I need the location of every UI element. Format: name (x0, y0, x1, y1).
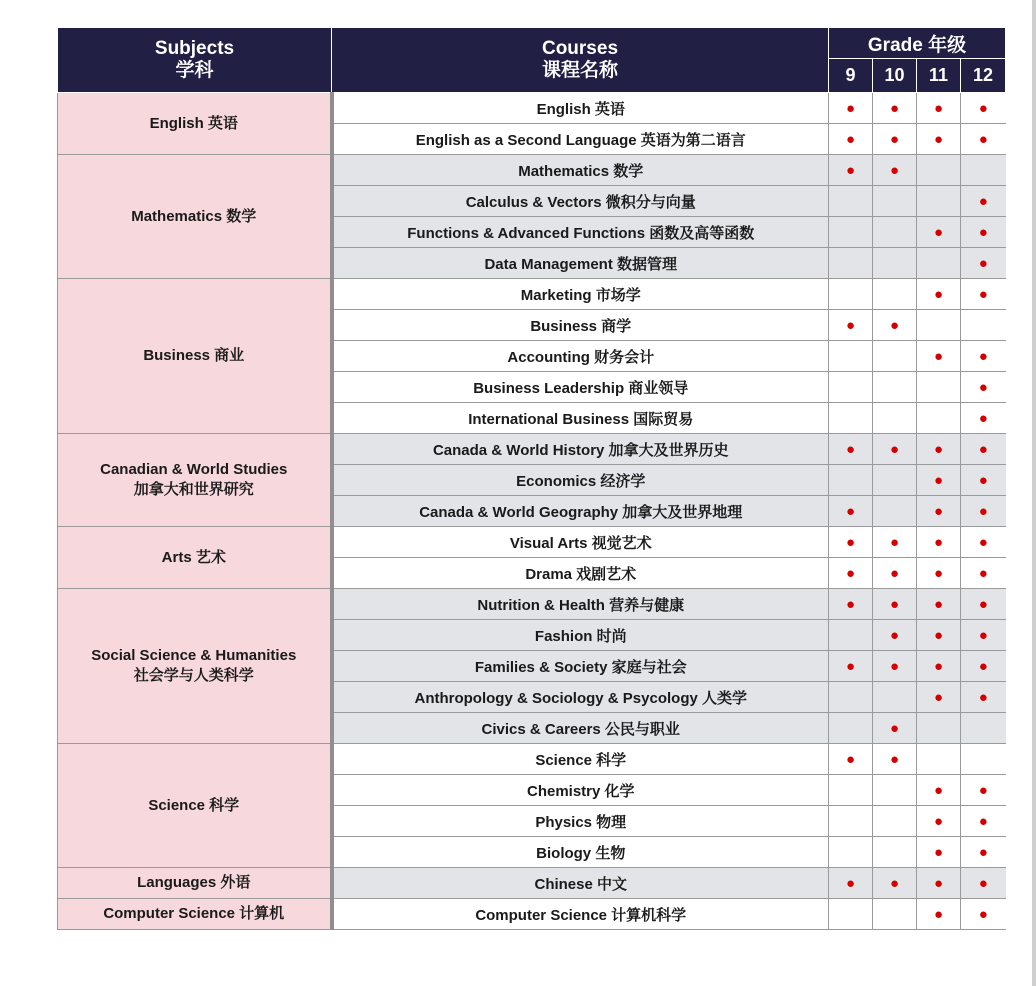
course-cell: Nutrition & Health 营养与健康 (332, 589, 829, 620)
course-table (57, 27, 1006, 930)
grade-9-cell (829, 682, 873, 713)
grade-9-cell (829, 775, 873, 806)
grade-11-cell (917, 155, 961, 186)
offered-dot-icon: ● (933, 781, 944, 799)
offered-dot-icon: ● (933, 688, 944, 706)
course-cell: Visual Arts 视觉艺术 (332, 527, 829, 558)
grade-12-cell (961, 775, 1006, 806)
offered-dot-icon: ● (978, 657, 988, 675)
grade-11-cell (917, 527, 961, 558)
offered-dot-icon: ● (978, 874, 988, 892)
course-cell: Fashion 时尚 (332, 620, 829, 651)
offered-dot-icon: ● (933, 471, 944, 489)
course-cell: Chemistry 化学 (332, 775, 829, 806)
grade-9-cell (829, 868, 873, 899)
table-row (58, 744, 1006, 775)
grade-10-cell (873, 682, 917, 713)
grade-12-cell (961, 93, 1006, 124)
grade-12-cell (961, 465, 1006, 496)
grade-10-cell (873, 279, 917, 310)
subject-cell: Languages 外语 (58, 868, 332, 899)
grade-12-cell (961, 682, 1006, 713)
grade-11-cell (917, 279, 961, 310)
offered-dot-icon: ● (933, 130, 944, 148)
grade-9-cell (829, 713, 873, 744)
course-cell: Canada & World Geography 加拿大及世界地理 (332, 496, 829, 527)
grade-10-cell (873, 434, 917, 465)
course-cell: Business 商学 (332, 310, 829, 341)
grade-10-cell (873, 403, 917, 434)
course-cell: English as a Second Language 英语为第二语言 (332, 124, 829, 155)
grade-10-cell (873, 248, 917, 279)
grade-10-cell (873, 310, 917, 341)
offered-dot-icon: ● (889, 316, 900, 334)
offered-dot-icon: ● (933, 657, 944, 675)
grade-10-cell (873, 372, 917, 403)
grade-9-cell (829, 279, 873, 310)
grade-10-cell (873, 186, 917, 217)
table-row (58, 899, 1006, 930)
offered-dot-icon: ● (978, 471, 988, 489)
grade-11-cell (917, 620, 961, 651)
subjects-header (58, 28, 332, 93)
offered-dot-icon: ● (933, 905, 944, 923)
grade-9-cell (829, 589, 873, 620)
subject-cell: Mathematics 数学 (58, 155, 332, 279)
grade-10-cell (873, 744, 917, 775)
grade-12-cell (961, 744, 1006, 775)
grade-11-cell (917, 341, 961, 372)
grade-12-cell (961, 310, 1006, 341)
course-cell: Business Leadership 商业领导 (332, 372, 829, 403)
course-cell: Canada & World History 加拿大及世界历史 (332, 434, 829, 465)
offered-dot-icon: ● (889, 440, 900, 458)
offered-dot-icon: ● (978, 285, 988, 303)
grade-10-cell (873, 713, 917, 744)
grade-11-cell (917, 186, 961, 217)
offered-dot-icon: ● (978, 688, 988, 706)
course-cell: Calculus & Vectors 微积分与向量 (332, 186, 829, 217)
offered-dot-icon: ● (978, 533, 988, 551)
offered-dot-icon: ● (978, 812, 988, 830)
table-row (58, 868, 1006, 899)
grade-12-cell (961, 341, 1006, 372)
grade-9-cell (829, 806, 873, 837)
grade-12-cell (961, 217, 1006, 248)
offered-dot-icon: ● (933, 502, 944, 520)
grade-9-cell (829, 465, 873, 496)
course-cell: Data Management 数据管理 (332, 248, 829, 279)
grade-12-cell (961, 372, 1006, 403)
grade-12-cell (961, 620, 1006, 651)
grade-10-cell (873, 341, 917, 372)
subject-cell: Business 商业 (58, 279, 332, 434)
grade-12-cell (961, 651, 1006, 682)
course-cell: International Business 国际贸易 (332, 403, 829, 434)
subjects-header-zh: 学科 (175, 60, 214, 81)
grade-11-cell (917, 744, 961, 775)
grade-12-cell (961, 589, 1006, 620)
offered-dot-icon: ● (933, 874, 944, 892)
grade-9-cell (829, 837, 873, 868)
offered-dot-icon: ● (933, 99, 944, 117)
course-cell: Mathematics 数学 (332, 155, 829, 186)
subject-cell: Social Science & Humanities 社会学与人类科学 (58, 589, 332, 744)
course-cell: Functions & Advanced Functions 函数及高等函数 (332, 217, 829, 248)
grade-12-cell (961, 155, 1006, 186)
table-row (58, 589, 1006, 620)
offered-dot-icon: ● (978, 99, 988, 117)
grade-10-cell (873, 496, 917, 527)
grade-9-cell (829, 341, 873, 372)
offered-dot-icon: ● (845, 533, 856, 551)
offered-dot-icon: ● (933, 626, 944, 644)
grade-12-cell (961, 279, 1006, 310)
subject-cell: English 英语 (58, 93, 332, 155)
offered-dot-icon: ● (889, 161, 900, 179)
grade-12-cell (961, 496, 1006, 527)
grade-9-cell (829, 899, 873, 930)
table-row (58, 155, 1006, 186)
subject-cell: Arts 艺术 (58, 527, 332, 589)
grade-11-cell (917, 496, 961, 527)
grade-9-cell (829, 248, 873, 279)
offered-dot-icon: ● (978, 781, 988, 799)
course-cell: Families & Society 家庭与社会 (332, 651, 829, 682)
grade-header: Grade 年级 (829, 28, 1006, 59)
course-cell: English 英语 (332, 93, 829, 124)
courses-header-zh: 课程名称 (541, 60, 618, 81)
subject-cell: Canadian & World Studies 加拿大和世界研究 (58, 434, 332, 527)
offered-dot-icon: ● (978, 347, 988, 365)
offered-dot-icon: ● (978, 843, 988, 861)
course-cell: Chinese 中文 (332, 868, 829, 899)
offered-dot-icon: ● (933, 843, 944, 861)
offered-dot-icon: ● (845, 657, 856, 675)
offered-dot-icon: ● (933, 223, 944, 241)
course-cell: Computer Science 计算机科学 (332, 899, 829, 930)
offered-dot-icon: ● (889, 99, 900, 117)
grade-9-cell (829, 496, 873, 527)
offered-dot-icon: ● (889, 657, 900, 675)
offered-dot-icon: ● (889, 130, 900, 148)
grade-11-cell (917, 93, 961, 124)
grade-11-cell (917, 372, 961, 403)
grade-9-cell (829, 403, 873, 434)
grade-9-cell (829, 620, 873, 651)
grade-11-cell (917, 713, 961, 744)
course-cell: Science 科学 (332, 744, 829, 775)
grade-11-cell (917, 651, 961, 682)
grade-11-cell (917, 682, 961, 713)
courses-header-en: Courses (541, 38, 619, 59)
offered-dot-icon: ● (845, 502, 856, 520)
grade-12-cell (961, 868, 1006, 899)
grade-11-cell (917, 217, 961, 248)
grade-10-cell (873, 155, 917, 186)
offered-dot-icon: ● (889, 564, 900, 582)
table-body (58, 93, 1006, 930)
table-row (58, 434, 1006, 465)
grade-10-cell (873, 837, 917, 868)
right-edge-bar (1032, 0, 1036, 986)
grade-10-cell (873, 620, 917, 651)
grade-12-cell (961, 837, 1006, 868)
offered-dot-icon: ● (933, 533, 944, 551)
grade-12-cell (961, 403, 1006, 434)
offered-dot-icon: ● (845, 440, 856, 458)
grade-10-cell (873, 558, 917, 589)
grade-9-cell (829, 558, 873, 589)
offered-dot-icon: ● (889, 750, 900, 768)
offered-dot-icon: ● (845, 161, 856, 179)
offered-dot-icon: ● (978, 130, 988, 148)
grade-11-cell (917, 248, 961, 279)
grade-9-cell (829, 651, 873, 682)
grade-11-cell (917, 868, 961, 899)
grade-10-cell (873, 806, 917, 837)
grade-10-cell (873, 527, 917, 558)
offered-dot-icon: ● (933, 285, 944, 303)
offered-dot-icon: ● (978, 595, 988, 613)
offered-dot-icon: ● (978, 192, 988, 210)
offered-dot-icon: ● (933, 812, 944, 830)
offered-dot-icon: ● (978, 223, 988, 241)
grade-10-cell (873, 868, 917, 899)
grade-12-cell (961, 248, 1006, 279)
course-cell: Civics & Careers 公民与职业 (332, 713, 829, 744)
grade-9-cell (829, 372, 873, 403)
grade-11-cell (917, 589, 961, 620)
course-cell: Economics 经济学 (332, 465, 829, 496)
grade-9-cell (829, 155, 873, 186)
offered-dot-icon: ● (845, 316, 856, 334)
grade-10-cell (873, 124, 917, 155)
offered-dot-icon: ● (978, 564, 988, 582)
course-cell: Physics 物理 (332, 806, 829, 837)
grade-11-cell (917, 558, 961, 589)
grade-11-cell (917, 124, 961, 155)
offered-dot-icon: ● (845, 750, 856, 768)
grade-9-header: 9 (829, 59, 873, 93)
table-row (58, 93, 1006, 124)
offered-dot-icon: ● (889, 626, 900, 644)
table-row (58, 279, 1006, 310)
grade-11-cell (917, 899, 961, 930)
offered-dot-icon: ● (889, 533, 900, 551)
offered-dot-icon: ● (845, 130, 856, 148)
offered-dot-icon: ● (978, 440, 988, 458)
course-cell: Accounting 财务会计 (332, 341, 829, 372)
grade-9-cell (829, 186, 873, 217)
courses-header (332, 28, 829, 93)
offered-dot-icon: ● (978, 502, 988, 520)
grade-11-cell (917, 465, 961, 496)
offered-dot-icon: ● (889, 874, 900, 892)
grade-11-header: 11 (917, 59, 961, 93)
grade-12-cell (961, 527, 1006, 558)
grade-10-cell (873, 589, 917, 620)
grade-11-cell (917, 837, 961, 868)
offered-dot-icon: ● (933, 595, 944, 613)
grade-12-cell (961, 899, 1006, 930)
grade-10-cell (873, 465, 917, 496)
offered-dot-icon: ● (933, 440, 944, 458)
grade-11-cell (917, 806, 961, 837)
grade-10-cell (873, 651, 917, 682)
grade-9-cell (829, 310, 873, 341)
grade-12-cell (961, 558, 1006, 589)
grade-11-cell (917, 310, 961, 341)
grade-12-cell (961, 434, 1006, 465)
offered-dot-icon: ● (978, 905, 988, 923)
offered-dot-icon: ● (933, 564, 944, 582)
grade-11-cell (917, 775, 961, 806)
offered-dot-icon: ● (978, 254, 988, 272)
course-cell: Biology 生物 (332, 837, 829, 868)
grade-9-cell (829, 124, 873, 155)
offered-dot-icon: ● (845, 595, 856, 613)
offered-dot-icon: ● (933, 347, 944, 365)
offered-dot-icon: ● (845, 874, 856, 892)
course-cell: Drama 戏剧艺术 (332, 558, 829, 589)
grade-11-cell (917, 403, 961, 434)
offered-dot-icon: ● (889, 719, 900, 737)
subject-cell: Computer Science 计算机 (58, 899, 332, 930)
offered-dot-icon: ● (845, 99, 856, 117)
offered-dot-icon: ● (978, 409, 988, 427)
subject-cell: Science 科学 (58, 744, 332, 868)
grade-9-cell (829, 527, 873, 558)
offered-dot-icon: ● (978, 626, 988, 644)
grade-12-cell (961, 124, 1006, 155)
table-header (58, 28, 1006, 93)
grade-10-cell (873, 899, 917, 930)
grade-10-header: 10 (873, 59, 917, 93)
grade-9-cell (829, 217, 873, 248)
grade-9-cell (829, 434, 873, 465)
grade-10-cell (873, 93, 917, 124)
grade-12-cell (961, 186, 1006, 217)
grade-10-cell (873, 775, 917, 806)
offered-dot-icon: ● (845, 564, 856, 582)
subjects-header-en: Subjects (154, 38, 235, 59)
table-row (58, 527, 1006, 558)
grade-10-cell (873, 217, 917, 248)
course-cell: Marketing 市场学 (332, 279, 829, 310)
grade-12-header: 12 (961, 59, 1006, 93)
course-cell: Anthropology & Sociology & Psycology 人类学 (332, 682, 829, 713)
grade-12-cell (961, 713, 1006, 744)
grade-12-cell (961, 806, 1006, 837)
grade-11-cell (917, 434, 961, 465)
offered-dot-icon: ● (889, 595, 900, 613)
grade-9-cell (829, 93, 873, 124)
offered-dot-icon: ● (978, 378, 988, 396)
grade-9-cell (829, 744, 873, 775)
